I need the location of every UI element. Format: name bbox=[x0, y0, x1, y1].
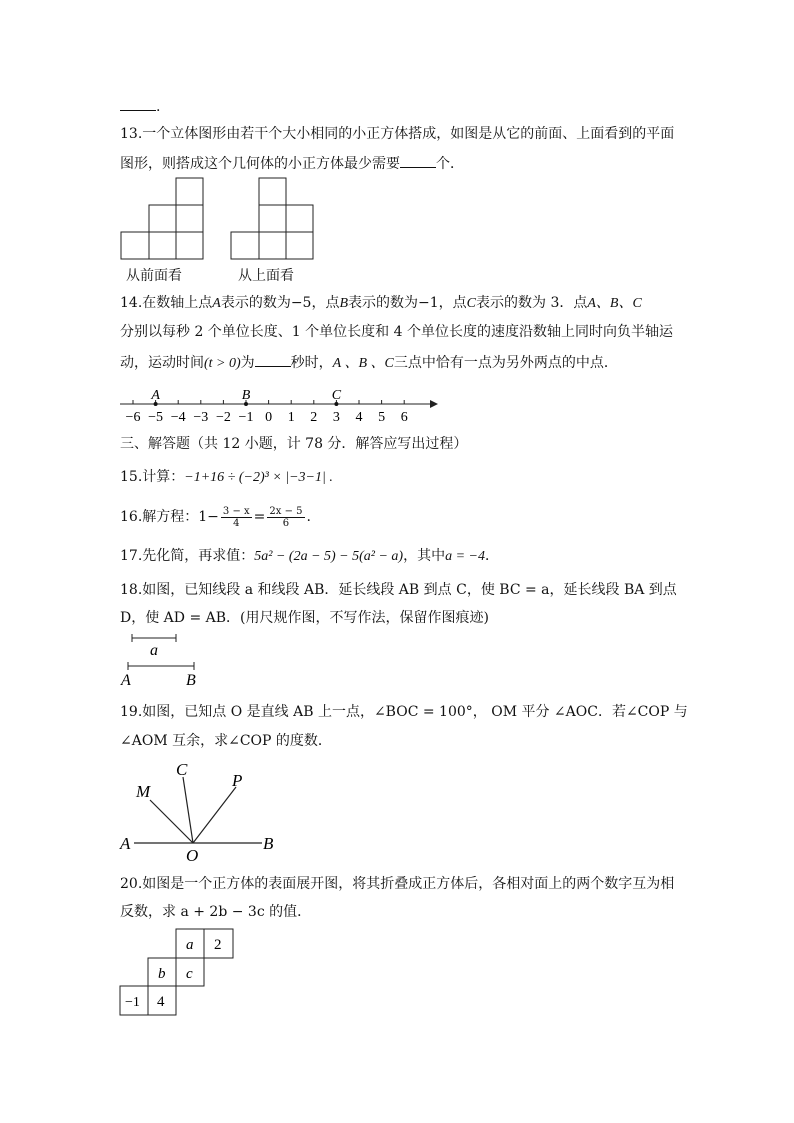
number-line-point-label: A bbox=[151, 388, 160, 403]
q14-line2: 分别以每秒 2 个单位长度、1 个单位长度和 4 个单位长度的速度沿数轴上同时向负半轴运 bbox=[120, 324, 673, 340]
q17-expression: 5a² − (2a − 5) − 5(a² − a) bbox=[254, 549, 404, 564]
net-cell-4: 4 bbox=[157, 994, 165, 1010]
answer-blank bbox=[255, 352, 291, 367]
number-line-tick-label: −5 bbox=[148, 410, 164, 425]
q13-figures bbox=[0, 0, 794, 300]
net-cell-neg1: −1 bbox=[125, 995, 140, 1010]
arrow-right-icon bbox=[430, 400, 438, 408]
section3-heading: 三、解答题（共 12 小题，计 78 分．解答应写出过程） bbox=[120, 436, 468, 452]
q14-line3: 动，运动时间(t > 0)为 秒时，A 、B 、C三点中恰有一点为另外两点的中点． bbox=[120, 352, 618, 374]
front-view-grid bbox=[121, 178, 203, 259]
label-P: P bbox=[232, 771, 243, 790]
number-line-tick-label: −2 bbox=[215, 410, 231, 425]
fraction-right: $\frac{2x - 5}{6}$ bbox=[269, 505, 303, 529]
point-B-label: B bbox=[186, 672, 196, 689]
label-B: B bbox=[263, 834, 274, 853]
q20-line2: 反数，求 a + 2b − 3c 的值． bbox=[120, 904, 312, 920]
number-line-tick-label: 6 bbox=[400, 410, 408, 425]
q14-line1: 14.在数轴上点A表示的数为−5，点B表示的数为−1，点C表示的数为 3．点A、B、C bbox=[120, 295, 642, 311]
net-cell-a: a bbox=[186, 937, 194, 953]
q15: 15.计算：−1+16 ÷ (−2)³ × |−3−1| . bbox=[120, 469, 333, 485]
number-line-tick-label: 0 bbox=[265, 410, 273, 425]
q19-figure bbox=[0, 755, 400, 870]
q19-line2: ∠AOM 互余，求∠COP 的度数． bbox=[120, 733, 332, 749]
q20-line1: 20.如图是一个正方体的表面展开图，将其折叠成正方体后，各相对面上的两个数字互为相 bbox=[120, 876, 675, 892]
number-line-point-label: B bbox=[241, 388, 251, 403]
label-C: C bbox=[176, 760, 188, 779]
number-line-tick-label: 1 bbox=[287, 410, 295, 425]
number-line-tick-label: −4 bbox=[170, 410, 186, 425]
net-cell-2: 2 bbox=[214, 937, 222, 953]
q13-line2: 图形，则搭成这个几何体的小正方体最少需要 个． bbox=[120, 153, 464, 174]
top-view-grid bbox=[231, 178, 313, 259]
cube-net bbox=[0, 925, 300, 1020]
q18-line1: 18.如图，已知线段 a 和线段 AB．延长线段 AB 到点 C，使 BC = a，延长线段 BA 到点 bbox=[120, 582, 677, 598]
number-line-tick-label: 3 bbox=[332, 410, 340, 425]
number-line-tick-label: 5 bbox=[378, 410, 386, 425]
top-view-label: 从上面看 bbox=[238, 268, 294, 284]
number-line-tick-label: −1 bbox=[238, 410, 254, 425]
number-line-tick-label: 4 bbox=[355, 410, 363, 425]
label-A: A bbox=[120, 834, 131, 853]
fraction-left: $\frac{3 - x}{4}$ bbox=[222, 505, 250, 529]
net-cell-b: b bbox=[158, 966, 166, 982]
label-O: O bbox=[186, 846, 199, 865]
q19-line1: 19.如图，已知点 O 是直线 AB 上一点，∠BOC = 100°， OM 平分 ∠AOC．若∠COP 与 bbox=[120, 704, 688, 720]
number-line-point-label: C bbox=[331, 388, 342, 403]
q12-answer-line: . bbox=[120, 96, 160, 117]
q13-line1: 13.一个立体图形由若干个大小相同的小正方体搭成，如图是从它的前面、上面看到的平面 bbox=[120, 126, 675, 142]
label-M: M bbox=[136, 782, 151, 801]
q16: 16.解方程：1− $\frac{3 - x}{4}$ = $\frac{2x - 5}{6}$ . bbox=[120, 505, 311, 529]
net-cell-c: c bbox=[186, 966, 193, 982]
q15-expression: −1+16 ÷ (−2)³ × |−3−1| . bbox=[184, 470, 333, 485]
segment-a-label: a bbox=[150, 642, 158, 659]
q18-line2: D，使 AD = AB．(用尺规作图，不写作法，保留作图痕迹) bbox=[120, 610, 489, 626]
number-line bbox=[0, 380, 794, 430]
q17: 17.先化简，再求值：5a² − (2a − 5) − 5(a² − a)，其中a = −4． bbox=[120, 548, 500, 564]
point-A-label: A bbox=[121, 672, 131, 689]
number-line-tick-label: −3 bbox=[193, 410, 209, 425]
q18-figure bbox=[0, 630, 300, 690]
front-view-label: 从前面看 bbox=[126, 268, 182, 284]
number-line-tick-label: 2 bbox=[310, 410, 318, 425]
number-line-tick-label: −6 bbox=[125, 410, 141, 425]
